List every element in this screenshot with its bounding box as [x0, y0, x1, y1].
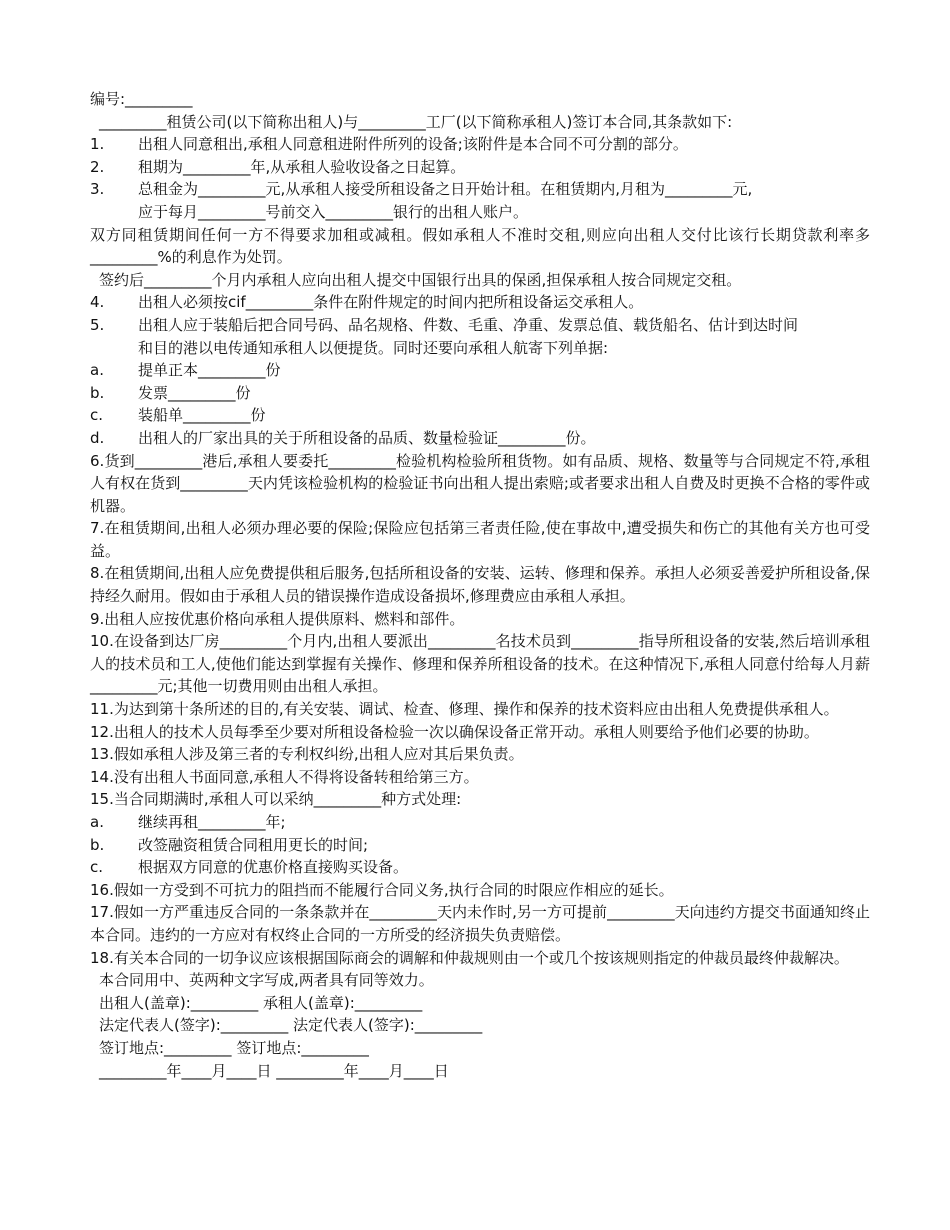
clause-18: 18.有关本合同的一切争议应该根据国际商会的调解和仲裁规则由一个或几个按该规则指定的仲裁员最终仲裁解决。 — [90, 948, 849, 967]
language-clause: 本合同用中、英两种文字写成,两者具有同等效力。 — [99, 971, 434, 990]
clause-5-item-b — [90, 382, 870, 405]
clause-13: 13.假如承租人涉及第三者的专利权纠纷,出租人应对其后果负责。 — [90, 745, 524, 764]
clause-text: 出租人应于装船后把合同号码、品名规格、件数、毛重、净重、发票总值、载货船名、估计到达时间 — [138, 315, 799, 334]
clause-marker: 3. — [90, 180, 105, 199]
item-marker: b. — [90, 383, 105, 402]
item-text: 继续再租_________年; — [138, 813, 286, 831]
clause-2 — [90, 156, 870, 179]
item-text: 装船单_________份 — [138, 406, 266, 425]
clause-marker: 1. — [90, 135, 105, 154]
clause-15-item-c — [90, 856, 870, 879]
guarantee-clause: 签约后_________个月内承租人应向出租人提交中国银行出具的保函,担保承租人按合同规定交租。 — [99, 270, 742, 289]
contract-number: 编号:_________ — [90, 90, 193, 108]
clause-5-continued: 和目的港以电传通知承租人以便提货。同时还要向承租人航寄下列单据: — [138, 338, 609, 357]
item-marker: c. — [90, 406, 104, 425]
clause-3-continued: 应于每月_________号前交入_________银行的出租人账户。 — [138, 202, 529, 221]
item-text: 改签融资租赁合同租用更长的时间; — [138, 835, 369, 854]
clause-12: 12.出租人的技术人员每季至少要对所租设备检验一次以确保设备正常开动。承租人则要给予他们必要的协助。 — [90, 722, 819, 741]
clause-11: 11.为达到第十条所述的目的,有关安装、调试、检查、修理、操作和保养的技术资料应由出租人免费提供承租人。 — [90, 700, 839, 719]
clause-5-item-a — [90, 359, 870, 382]
contract-intro: _________租赁公司(以下简称出租人)与_________工厂(以下简称承租人)签订本合同,其条款如下: — [99, 112, 733, 131]
clause-5-item-d — [90, 427, 870, 450]
clause-5 — [90, 314, 870, 337]
clause-15-item-b — [90, 834, 870, 857]
item-marker: d. — [90, 428, 105, 447]
clause-8: 8.在租赁期间,出租人应免费提供租后服务,包括所租设备的安装、运转、修理和保养。承担人必须妥善爱护所租设备,保持经久耐用。假如由于承租人员的错误操作造成设备损坏,修理费应由承租人承担。 — [90, 564, 870, 606]
signing-place-line: 签订地点:_________ 签订地点:_________ — [99, 1038, 369, 1057]
item-marker: c. — [90, 858, 104, 877]
item-text: 根据双方同意的优惠价格直接购买设备。 — [138, 858, 409, 877]
clause-text: 出租人同意租出,承租人同意租进附件所列的设备;该附件是本合同不可分割的部分。 — [138, 135, 688, 154]
clause-marker: 5. — [90, 315, 105, 334]
clause-15-item-a — [90, 811, 870, 834]
clause-marker: 2. — [90, 157, 105, 176]
item-text: 提单正本_________份 — [138, 361, 281, 380]
contract-document — [90, 88, 870, 1082]
clause-7: 7.在租赁期间,出租人必须办理必要的保险;保险应包括第三者责任险,使在事故中,遭受损失和伤亡的其他有关方也可受益。 — [90, 519, 870, 560]
rent-clause: 双方同租赁期间任何一方不得要求加租或减租。假如承租人不准时交租,则应向出租人交付比该行长期贷款利率多_________%的利息作为处罚。 — [90, 225, 870, 267]
clause-text: 租期为_________年,从承租人验收设备之日起算。 — [138, 157, 466, 176]
signing-date-line: _________年____月____日 _________年____月____日 — [99, 1061, 449, 1080]
clause-3 — [90, 178, 870, 201]
clause-17: 17.假如一方严重违反合同的一条条款并在_________天内未作时,另一方可提前_________天向违约方提交书面通知终止本合同。违约的一方应对有权终止合同的一方所受的经济损失负责赔偿。 — [90, 903, 870, 944]
clause-text: 出租人必须按cif_________条件在附件规定的时间内把所租设备运交承租人。 — [138, 293, 644, 312]
clause-6: 6.货到_________港后,承租人要委托_________检验机构检验所租货物。如有品质、规格、数量等与合同规定不符,承租人有权在货到_________天内凭该检验机构的检验证书向出租人提出索赔;或者要求出租人自费及时更换不合格的零件或机器。 — [90, 451, 870, 515]
clause-16: 16.假如一方受到不可抗力的阻挡而不能履行合同义务,执行合同的时限应作相应的延长。 — [90, 880, 674, 899]
clause-14: 14.没有出租人书面同意,承租人不得将设备转租给第三方。 — [90, 767, 479, 786]
clause-text: 总租金为_________元,从承租人接受所租设备之日开始计租。在租赁期内,月租为_________元, — [138, 180, 753, 199]
item-marker: b. — [90, 835, 105, 854]
clause-5-item-c — [90, 404, 870, 427]
signature-representative-line: 法定代表人(签字):_________ 法定代表人(签字):_________ — [99, 1016, 483, 1035]
clause-15: 15.当合同期满时,承租人可以采纳_________种方式处理: — [90, 790, 462, 809]
item-text: 出租人的厂家出具的关于所租设备的品质、数量检验证_________份。 — [138, 428, 596, 447]
clause-10: 10.在设备到达厂房_________个月内,出租人要派出_________名技术员到_________指导所租设备的安装,然后培训承租人的技术员和工人,使他们能达到掌握有关操作、修理和保养所租设备的技术。在这种情况下,承租人同意付给每人月薪_________元;其他一切费用则由出租人承担。 — [90, 632, 870, 696]
clause-4 — [90, 291, 870, 314]
item-text: 发票_________份 — [138, 383, 251, 402]
item-marker: a. — [90, 813, 104, 831]
signature-seal-line: 出租人(盖章):_________ 承租人(盖章):_________ — [99, 993, 423, 1012]
clause-marker: 4. — [90, 293, 105, 312]
item-marker: a. — [90, 361, 104, 380]
clause-9: 9.出租人应按优惠价格向承租人提供原料、燃料和部件。 — [90, 609, 465, 628]
clause-1 — [90, 133, 870, 156]
